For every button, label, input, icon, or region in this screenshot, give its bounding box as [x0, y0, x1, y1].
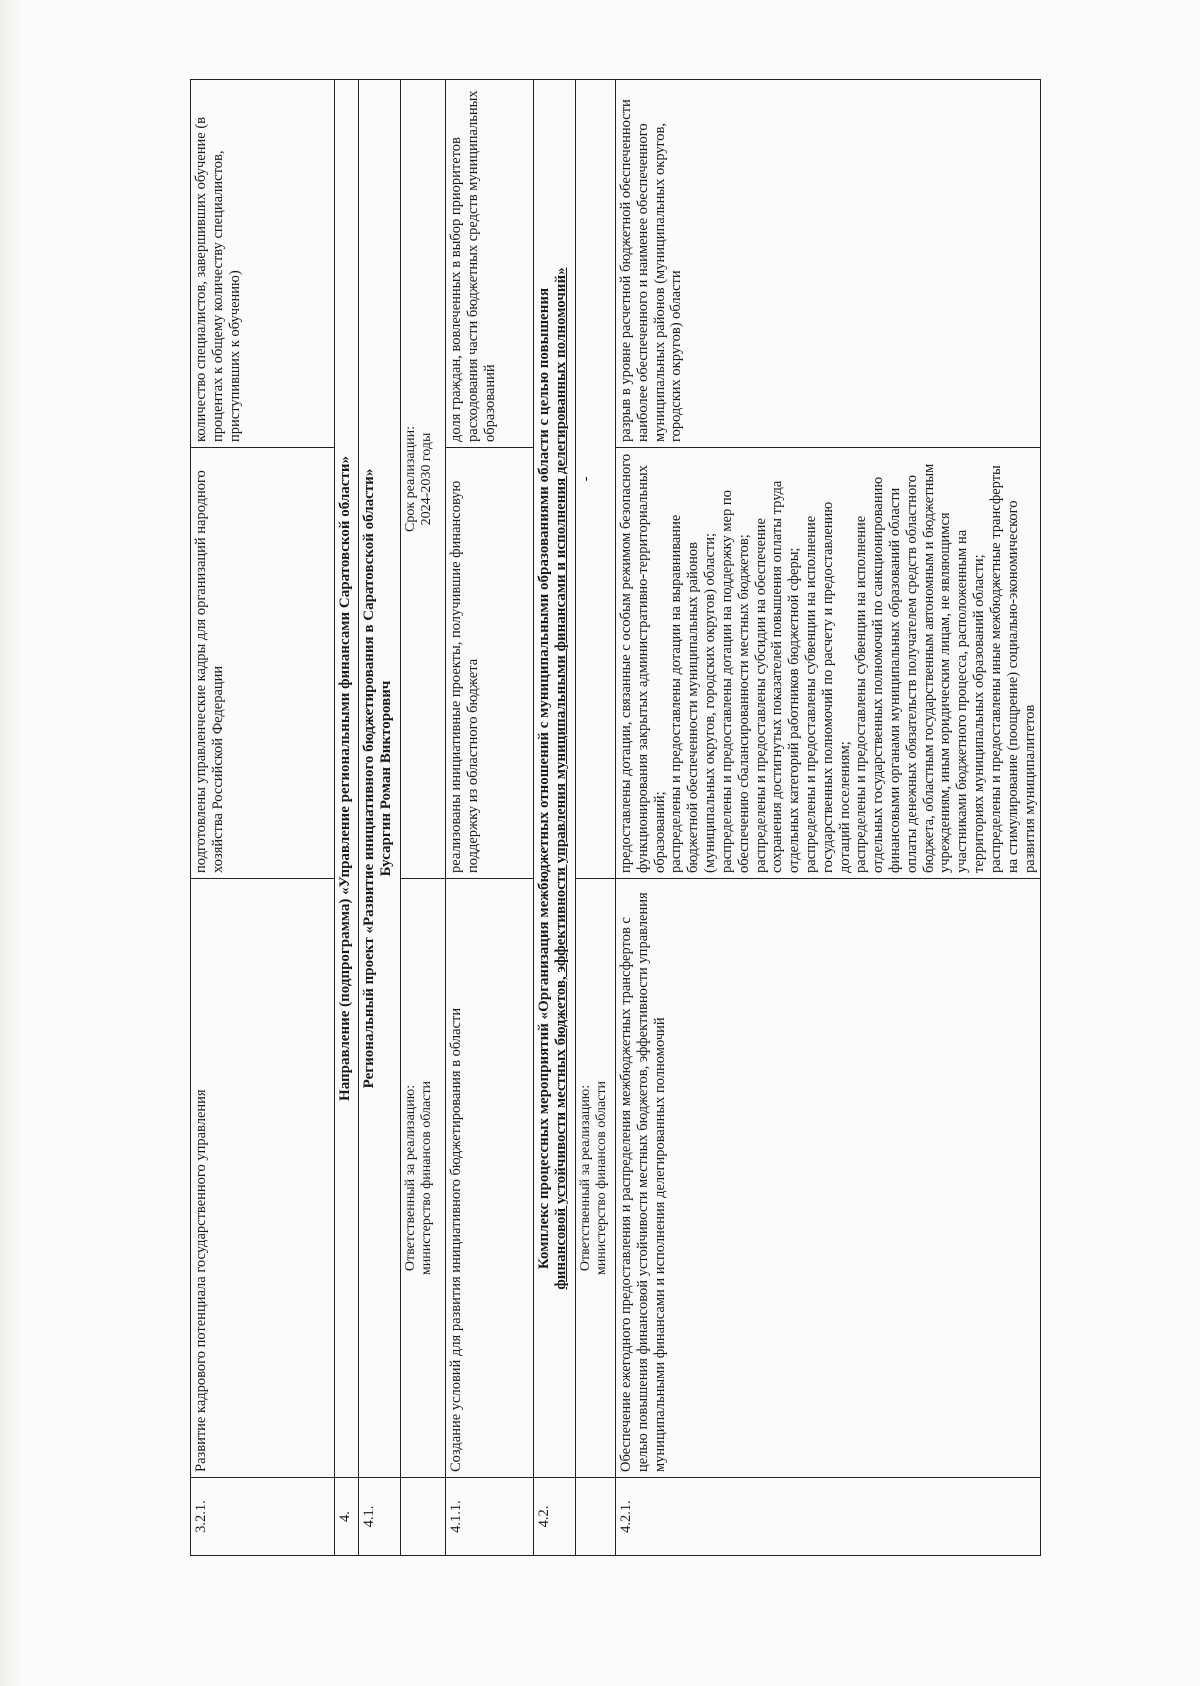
row-number: 4.2. — [534, 1478, 576, 1556]
result-cell: подготовлены управленческие кадры для организаций народного хозяйства Российской Федерации — [191, 447, 335, 878]
responsible-cell — [401, 878, 446, 1477]
indicator-cell: доля граждан, вовлеченных в выбор приоритетов расходования части бюджетных средств муниципальных образований — [446, 79, 534, 447]
indicator-cell: количество специалистов, завершивших обучение (в процентах к общему количеству специалистов, приступивших к обучению) — [191, 79, 335, 447]
section-heading: Направление (подпрограмма) «Управление региональными финансами Саратовской области» — [335, 79, 359, 1477]
empty-number-cell — [576, 1478, 616, 1556]
term-cell — [401, 79, 446, 878]
row-number: 4.1. — [359, 1478, 401, 1556]
result-item: распределены и предоставлены субсидии на обеспечение сохранения достигнутых показателей повышения оплаты труда отдельных категорий работников бюджетной сферы; — [752, 480, 803, 873]
responsible-label: Ответственный за реализацию: — [578, 1084, 593, 1272]
table-row-4-2-1 — [616, 79, 1041, 1555]
responsible-cell — [576, 878, 616, 1477]
responsible-value: министерство финансов области — [594, 1080, 610, 1276]
table-row-4 — [335, 79, 359, 1555]
task-cell: Создание условий для развития инициативного бюджетирования в области — [446, 878, 534, 1477]
table-row-4-1-responsible — [401, 79, 446, 1555]
complex-title-line2: финансовой устойчивости местных бюджетов, эффективности управления муниципальными финансами и исполнения делегированных полномочий» — [553, 267, 570, 1290]
task-cell: Обеспечение ежегодного предоставления и распределения межбюджетных трансфертов с целью повышения финансовой устойчивости местных бюджетов, эффективности управления муниципальными финансами и исполнения делегированных полномочий — [616, 878, 1041, 1477]
row-number: 3.2.1. — [191, 1478, 335, 1556]
rotated-table-container — [190, 80, 1038, 1556]
term-value: 2024-2030 годы — [419, 432, 435, 526]
table-row-4-1-1 — [446, 79, 534, 1555]
table-row-4-2 — [534, 79, 576, 1555]
result-cell: реализованы инициативные проекты, получившие финансовую поддержку из областного бюджета — [446, 447, 534, 878]
table-row-3-2-1 — [191, 79, 335, 1555]
row-number: 4. — [335, 1478, 359, 1556]
project-heading — [359, 79, 401, 1477]
table-row-4-2-responsible — [576, 79, 616, 1555]
result-item: распределены и предоставлены субвенции на исполнение отдельных государственных полномочий по санкционированию финансовыми органами муниципальных образований области оплаты денежных обязательств получателем средств областного бюджета, областным государственным автономным и бюджетным учреждениям, иным юридическим лицам, не являющимся участниками бюджетного процесса, расположенным на территориях муниципальных образований области; — [853, 463, 988, 873]
result-item: распределены и предоставлены дотации на поддержку мер по обеспечению сбалансированности местных бюджетов; — [718, 490, 752, 873]
responsible-value: министерство финансов области — [419, 1080, 435, 1276]
complex-heading — [534, 79, 576, 1477]
project-curator: Бусаргин Роман Викторович — [378, 680, 395, 877]
rotated-table-frame — [190, 80, 1038, 1556]
responsible-label: Ответственный за реализацию: — [403, 1084, 418, 1272]
empty-number-cell — [401, 1478, 446, 1556]
results-cell — [616, 447, 1041, 878]
indicator-cell: разрыв в уровне расчетной бюджетной обеспеченности наиболее обеспеченного и наименее обеспеченного муниципальных районов (муниципальных округов, городских округов) области — [616, 79, 1041, 447]
project-title: Региональный проект «Развитие инициативного бюджетирования в Саратовской области» — [361, 468, 377, 1089]
row-number: 4.1.1. — [446, 1478, 534, 1556]
task-cell: Развитие кадрового потенциала государственного управления — [191, 878, 335, 1477]
complex-title-line1: Комплекс процессных мероприятий «Организация межбюджетных отношений с муниципальными образованиями области с целью повышения — [536, 287, 552, 1270]
result-item: распределены и предоставлены субвенции на исполнение государственных полномочий по расчету и предоставлению дотаций поселениям; — [802, 501, 853, 873]
result-item: распределены и предоставлены иные межбюджетные трансферты на стимулирование (поощрение) социально-экономического развития муниципалитетов — [987, 465, 1038, 873]
result-item: распределены и предоставлены дотации на выравнивание бюджетной обеспеченности муниципальных районов (муниципальных округов, городских округов) области; — [668, 514, 719, 873]
result-item: предоставлены дотации, связанные с особым режимом безопасного функционирования закрытых административно-территориальных образований; — [618, 453, 668, 873]
plan-table — [190, 79, 1041, 1556]
row-number: 4.2.1. — [616, 1478, 1041, 1556]
term-label: Срок реализации: — [403, 426, 418, 532]
table-row-4-1 — [359, 79, 401, 1555]
term-cell: - — [576, 79, 616, 878]
scan-edge-shadow — [0, 0, 26, 1686]
